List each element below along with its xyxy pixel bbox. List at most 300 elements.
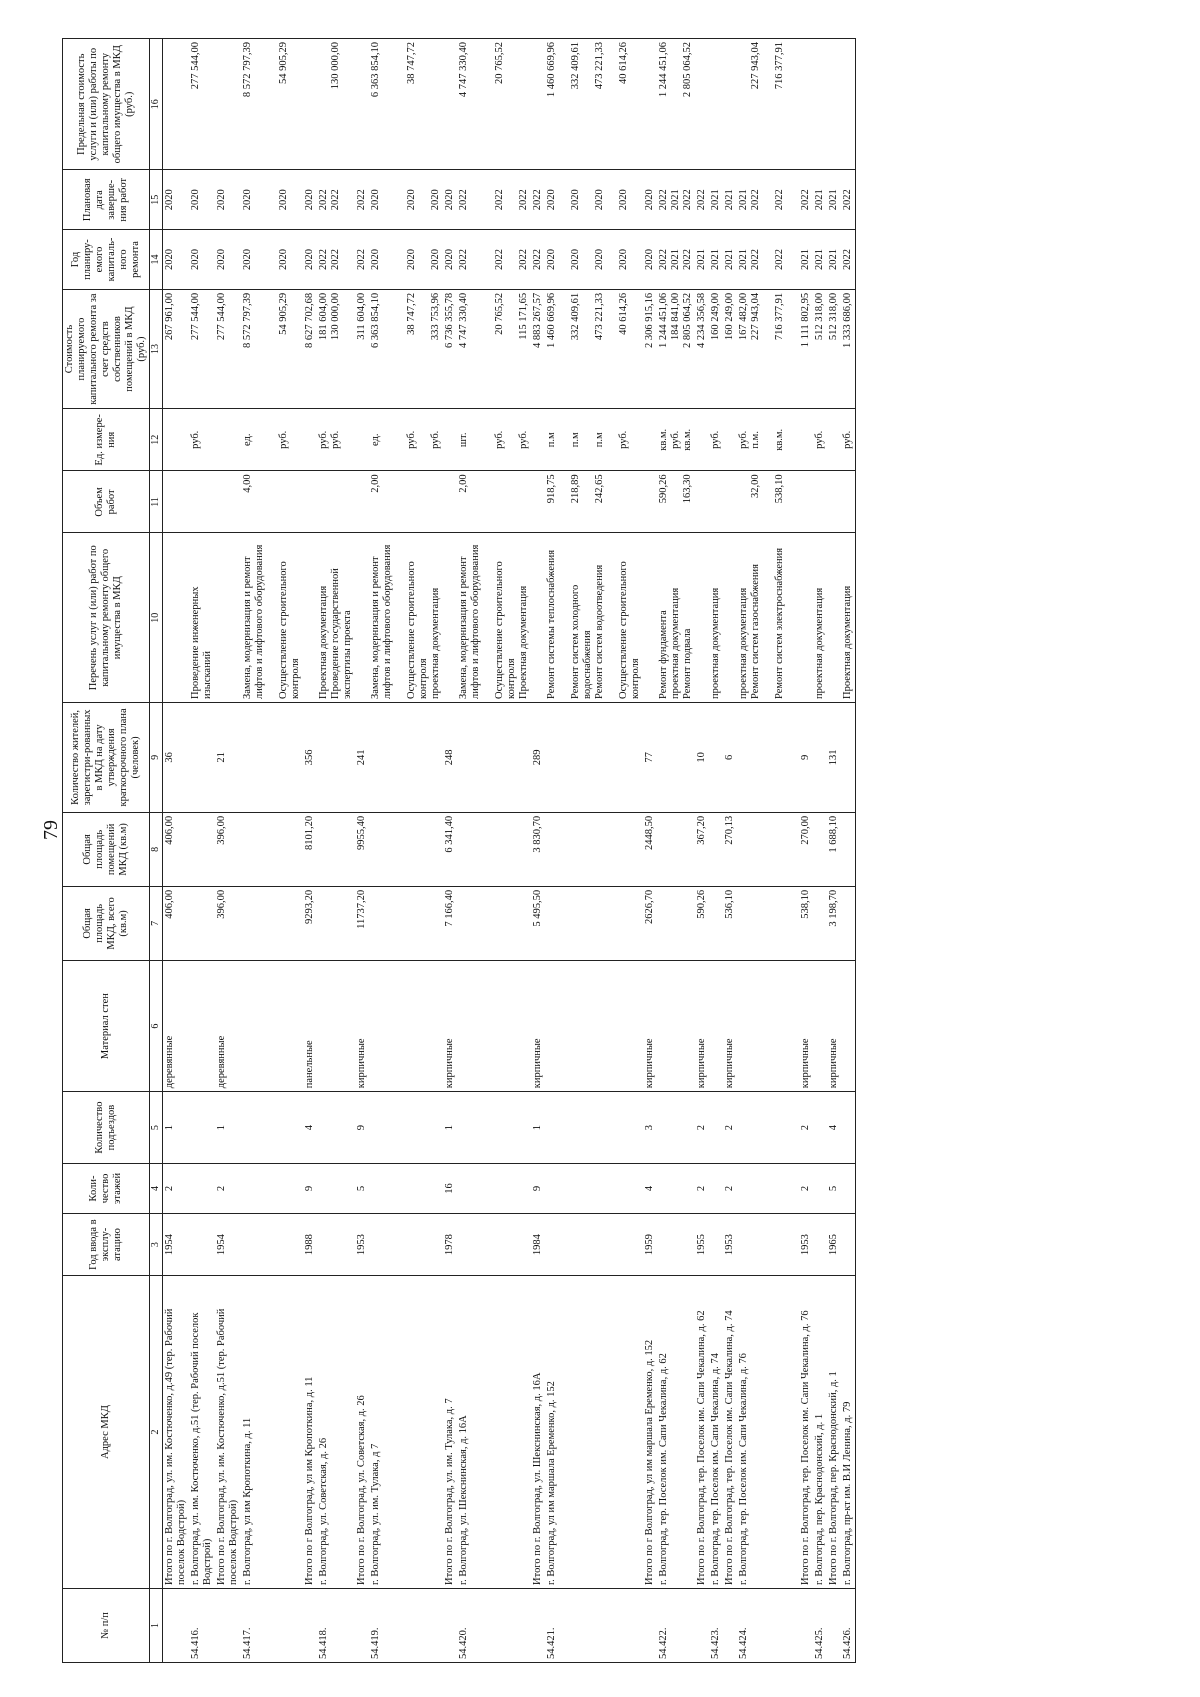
floors-cell [369, 1163, 443, 1213]
total-area-cell [657, 886, 695, 960]
table-row [545, 39, 643, 1663]
repair-year-cell [355, 230, 369, 290]
cost-cell [457, 289, 531, 408]
col-number: 3 [150, 1214, 163, 1276]
col-number: 8 [150, 812, 163, 886]
address-cell [813, 1276, 827, 1589]
completion-year-cell [303, 170, 317, 230]
address-cell-line: г. Волгоград, ул им Кропоткина, д. 11 [242, 1417, 253, 1585]
wall-material-cell: кирпичные [723, 960, 737, 1091]
cost-cell [531, 289, 545, 408]
limit-cost-cell-line [304, 42, 316, 166]
volume-cell-line: 590,26 [658, 474, 669, 504]
unit-cell [241, 409, 303, 471]
address-cell [531, 1276, 545, 1589]
works-cell-line: Осуществление строительного контроля [278, 561, 301, 699]
works-cell-line: Ремонт систем холодного водоснабжения [570, 584, 593, 699]
works-cell-line: проектная документация [738, 587, 749, 699]
repair-year-cell-line: 2021 [724, 249, 735, 270]
cost-cell [369, 289, 443, 408]
col-header: Предельная стоимость услуги и (или) работы по капитальному ремонту общего имущества в МКД (руб.) [63, 39, 150, 170]
completion-year-cell [443, 170, 457, 230]
table-row [657, 39, 695, 1663]
works-cell [241, 533, 303, 703]
address-cell [799, 1276, 813, 1589]
repair-year-cell-line: 2021 [800, 249, 811, 270]
repair-year-cell-line: 2020 [444, 249, 455, 270]
unit-cell [531, 409, 545, 471]
cost-cell-line: 1 333 686,00 [842, 292, 853, 348]
limit-cost-cell [657, 39, 695, 170]
col-number: 14 [150, 230, 163, 290]
limit-cost-cell [457, 39, 531, 170]
volume-cell-line [494, 474, 518, 529]
unit-cell-line: руб. [278, 430, 289, 449]
completion-year-cell-line: 2021 [738, 189, 749, 211]
completion-year-cell [695, 170, 709, 230]
volume-cell [355, 471, 369, 533]
address-cell-line: Итого по г Волгоград, ул им Кропоткина, д. 11 [304, 1376, 315, 1585]
year-built-cell [545, 1214, 643, 1276]
premises-area-cell: 3 830,70 [531, 812, 545, 886]
completion-year-cell-line: 2020 [164, 189, 175, 211]
completion-year-cell [841, 170, 856, 230]
unit-cell-line [532, 412, 544, 467]
repair-year-cell-line: 2020 [406, 249, 417, 270]
unit-cell [737, 409, 799, 471]
volume-cell-line [618, 474, 642, 529]
entrances-cell: 1 [443, 1092, 457, 1164]
limit-cost-cell [531, 39, 545, 170]
address-cell-line: г. Волгоград, ул. им. Костюченко, д.51 (тер. Рабочий поселок Водстрой) [190, 1312, 213, 1585]
works-cell [723, 533, 737, 703]
unit-cell-line: руб. [330, 430, 341, 449]
repair-year-cell-line: 2020 [278, 249, 289, 270]
floors-cell [709, 1163, 723, 1213]
entrances-cell [737, 1092, 799, 1164]
works-cell [545, 533, 643, 703]
limit-cost-cell-line [644, 42, 656, 166]
cost-cell-line: 227 943,04 [750, 292, 761, 341]
repair-year-cell [443, 230, 457, 290]
repair-year-cell-line: 2020 [190, 249, 201, 270]
premises-area-cell [737, 812, 799, 886]
repair-year-cell [723, 230, 737, 290]
address-cell [657, 1276, 695, 1589]
repair-year-cell [163, 230, 190, 290]
repair-year-cell-line: 2020 [164, 249, 175, 270]
cost-cell-line: 6 363 854,10 [370, 292, 381, 348]
unit-cell-line [164, 412, 176, 467]
floors-cell [317, 1163, 355, 1213]
completion-year-cell-line: 2020 [242, 189, 253, 211]
repair-year-cell [317, 230, 355, 290]
limit-cost-cell [241, 39, 303, 170]
cost-cell-line: 2 306 915,16 [644, 292, 655, 348]
volume-cell [813, 471, 827, 533]
unit-cell-line: руб. [190, 430, 201, 449]
address-cell-line: Итого по г. Волгоград, ул. им. Костюченко, д.51 (тер. Рабочий поселок Водстрой) [216, 1308, 239, 1585]
volume-cell-line: 2,00 [370, 474, 381, 493]
completion-year-cell-line: 2022 [458, 189, 469, 211]
total-area-cell [457, 886, 531, 960]
works-cell [443, 533, 457, 703]
total-area-cell: 536,10 [723, 886, 737, 960]
address-cell [737, 1276, 799, 1589]
unit-cell [827, 409, 841, 471]
entrances-cell [545, 1092, 643, 1164]
unit-cell [369, 409, 443, 471]
year-built-cell: 1978 [443, 1214, 457, 1276]
col-number: 15 [150, 170, 163, 230]
completion-year-cell [709, 170, 723, 230]
col-header: № п/п [63, 1588, 150, 1662]
address-cell [709, 1276, 723, 1589]
repair-year-cell-line: 2022 [750, 249, 761, 270]
entrances-cell [657, 1092, 695, 1164]
row-number [827, 1588, 841, 1662]
works-cell [303, 533, 317, 703]
cost-cell [827, 289, 841, 408]
row-number: 54.421. [545, 1588, 643, 1662]
col-number: 6 [150, 960, 163, 1091]
completion-year-cell-line: 2020 [430, 189, 441, 211]
total-area-cell [709, 886, 723, 960]
cost-cell-line: 8 572 797,39 [242, 292, 253, 348]
col-header: Коли-чество этажей [63, 1163, 150, 1213]
works-cell-line [532, 536, 544, 699]
wall-material-cell [317, 960, 355, 1091]
address-cell [723, 1276, 737, 1589]
cost-cell [695, 289, 709, 408]
row-number: 54.418. [317, 1588, 355, 1662]
entrances-cell: 1 [215, 1092, 241, 1164]
repair-year-cell-line: 2022 [494, 249, 505, 270]
completion-year-cell [317, 170, 355, 230]
floors-cell [737, 1163, 799, 1213]
works-cell [163, 533, 190, 703]
works-cell-line: Осуществление строительного контроля [494, 561, 517, 699]
volume-cell-line [216, 474, 228, 529]
cost-cell-line: 4 234 356,58 [696, 292, 707, 348]
completion-year-cell-line: 2022 [318, 189, 329, 211]
col-header: Количество подъездов [63, 1092, 150, 1164]
address-cell-line: Итого по г. Волгоград, тер. Поселок им. Сапи Чекалина, д. 76 [800, 1310, 811, 1585]
limit-cost-cell-line [814, 42, 826, 166]
completion-year-cell-line: 2022 [682, 189, 693, 211]
limit-cost-cell-line: 20 765,52 [494, 42, 505, 84]
completion-year-cell [545, 170, 643, 230]
completion-year-cell-line: 2022 [750, 189, 761, 211]
wall-material-cell: кирпичные [531, 960, 545, 1091]
year-built-cell: 1954 [163, 1214, 190, 1276]
col-number: 12 [150, 409, 163, 471]
floors-cell: 9 [531, 1163, 545, 1213]
entrances-cell: 4 [303, 1092, 317, 1164]
residents-cell: 9 [799, 703, 813, 813]
residents-cell [841, 703, 856, 813]
cost-cell-line: 277 544,00 [190, 292, 201, 341]
works-cell-line: проектная документация [670, 587, 681, 699]
repair-year-cell-line: 2020 [242, 249, 253, 270]
repair-year-cell-line: 2021 [670, 249, 681, 270]
entrances-cell: 3 [643, 1092, 657, 1164]
volume-cell [841, 471, 856, 533]
completion-year-cell-line: 2020 [644, 189, 655, 211]
works-cell-line: Ремонт систем водоотведения [594, 564, 605, 699]
premises-area-cell [545, 812, 643, 886]
volume-cell-line: 218,89 [570, 474, 581, 504]
works-cell [799, 533, 813, 703]
limit-cost-cell [545, 39, 643, 170]
row-number [355, 1588, 369, 1662]
limit-cost-cell-line: 227 943,04 [750, 42, 761, 90]
unit-cell-line: кв.м. [774, 428, 785, 451]
limit-cost-cell [695, 39, 709, 170]
completion-year-cell [355, 170, 369, 230]
floors-cell: 4 [643, 1163, 657, 1213]
total-area-cell: 11737,20 [355, 886, 369, 960]
works-cell [827, 533, 841, 703]
cost-cell-line: 115 171,65 [518, 292, 529, 340]
year-built-cell [241, 1214, 303, 1276]
volume-cell [827, 471, 841, 533]
volume-cell-line: 163,30 [682, 474, 693, 504]
wall-material-cell: кирпичные [355, 960, 369, 1091]
premises-area-cell [709, 812, 723, 886]
total-area-cell: 3 198,70 [827, 886, 841, 960]
volume-cell [303, 471, 317, 533]
address-cell-line: Итого по г. Волгоград, ул. им. Тулака, д. 7 [444, 1398, 455, 1585]
rotated-table-container [62, 38, 856, 1663]
unit-cell-line [444, 412, 456, 467]
repair-year-cell [457, 230, 531, 290]
address-cell [355, 1276, 369, 1589]
year-built-cell [841, 1214, 856, 1276]
column-number-row [150, 39, 163, 1663]
repair-year-cell-line: 2021 [696, 249, 707, 270]
volume-cell-line [304, 474, 316, 529]
col-header: Объем работ [63, 471, 150, 533]
volume-cell-line [696, 474, 708, 529]
year-built-cell: 1959 [643, 1214, 657, 1276]
completion-year-cell [241, 170, 303, 230]
row-number: 54.426. [841, 1588, 856, 1662]
table-row [813, 39, 827, 1663]
premises-area-cell: 1 688,10 [827, 812, 841, 886]
repair-year-cell-line: 2020 [370, 249, 381, 270]
address-cell-line: г. Волгоград, тер. Поселок им. Сапи Чекалина, д. 74 [710, 1353, 721, 1585]
completion-year-cell-line: 2020 [570, 189, 581, 211]
residents-cell: 36 [163, 703, 190, 813]
unit-cell [303, 409, 317, 471]
limit-cost-cell [355, 39, 369, 170]
address-cell-line: Итого по г. Волгоград, тер. Поселок им. Сапи Чекалина, д. 74 [724, 1310, 735, 1585]
works-cell [457, 533, 531, 703]
unit-cell-line: руб. [318, 430, 329, 449]
cost-cell [709, 289, 723, 408]
address-cell-line: г. Волгоград, тер. Поселок им. Сапи Чекалина, д. 62 [658, 1353, 669, 1585]
works-cell [215, 533, 241, 703]
unit-cell-line [828, 412, 840, 467]
volume-cell-line [430, 474, 442, 529]
floors-cell: 16 [443, 1163, 457, 1213]
works-cell-line: Проведение инженерных изысканий [190, 586, 213, 699]
wall-material-cell [813, 960, 827, 1091]
unit-cell-line: руб. [406, 430, 417, 449]
table-row [841, 39, 856, 1663]
cost-cell-line: 277 544,00 [216, 292, 227, 341]
limit-cost-cell [369, 39, 443, 170]
volume-cell [163, 471, 190, 533]
repair-year-cell [531, 230, 545, 290]
works-cell-line [444, 536, 456, 699]
completion-year-cell-line: 2021 [710, 189, 721, 211]
year-built-cell: 1953 [723, 1214, 737, 1276]
limit-cost-cell-line: 277 544,00 [190, 42, 201, 90]
col-header: Стоимость планируемого капитального ремонта за счет средств собственников помещений в МКД (руб.) [63, 289, 150, 408]
row-number [443, 1588, 457, 1662]
repair-year-cell-line: 2022 [532, 249, 543, 270]
repair-year-cell-line: 2020 [216, 249, 227, 270]
unit-cell-line: п.м [546, 432, 557, 448]
limit-cost-cell [303, 39, 317, 170]
repair-year-cell-line: 2021 [814, 249, 825, 270]
floors-cell: 2 [215, 1163, 241, 1213]
repair-year-cell-line: 2022 [658, 249, 669, 270]
address-cell-line: Итого по г. Волгоград, ул. им. Костюченко, д.49 (тер. Рабочий поселок Водстрой) [164, 1308, 187, 1585]
unit-cell-line: кв.м. [658, 428, 669, 451]
year-built-cell: 1988 [303, 1214, 317, 1276]
works-cell [657, 533, 695, 703]
wall-material-cell: кирпичные [695, 960, 709, 1091]
cost-cell-line: 160 249,00 [724, 292, 735, 341]
cost-cell [545, 289, 643, 408]
year-built-cell [317, 1214, 355, 1276]
volume-cell-line [444, 474, 456, 529]
residents-cell: 6 [723, 703, 737, 813]
cost-cell [799, 289, 813, 408]
entrances-cell [841, 1092, 856, 1164]
volume-cell-line [532, 474, 544, 529]
unit-cell [813, 409, 827, 471]
floors-cell [189, 1163, 215, 1213]
works-cell-line: Замена, модернизация и ремонт лифтов и лифтового оборудования [370, 544, 393, 699]
col-number: 5 [150, 1092, 163, 1164]
completion-year-cell [657, 170, 695, 230]
limit-cost-cell-line [828, 42, 840, 166]
cost-cell-line: 181 604,00 [318, 292, 329, 341]
address-cell-line: г. Волгоград, тер. Поселок им. Сапи Чекалина, д. 76 [738, 1353, 749, 1585]
table-total-row [643, 39, 657, 1663]
total-area-cell: 2626,70 [643, 886, 657, 960]
repair-year-cell [215, 230, 241, 290]
row-number: 54.424. [737, 1588, 799, 1662]
col-header: Общая площадь МКД, всего (кв.м) [63, 886, 150, 960]
unit-cell [443, 409, 457, 471]
volume-cell-line [406, 474, 430, 529]
completion-year-cell-line: 2021 [814, 189, 825, 211]
unit-cell-line: ед. [242, 433, 253, 447]
table-total-row [531, 39, 545, 1663]
year-built-cell: 1953 [355, 1214, 369, 1276]
completion-year-cell-line: 2022 [658, 189, 669, 211]
wall-material-cell: кирпичные [827, 960, 841, 1091]
table-total-row [799, 39, 813, 1663]
limit-cost-cell [841, 39, 856, 170]
repair-year-cell [737, 230, 799, 290]
repair-year-cell [369, 230, 443, 290]
address-cell [695, 1276, 709, 1589]
works-cell-line [828, 536, 840, 699]
wall-material-cell [545, 960, 643, 1091]
cost-cell-line: 473 221,33 [594, 292, 605, 341]
cost-cell [355, 289, 369, 408]
limit-cost-cell [709, 39, 723, 170]
unit-cell [657, 409, 695, 471]
completion-year-cell [799, 170, 813, 230]
works-cell [189, 533, 215, 703]
year-built-cell: 1984 [531, 1214, 545, 1276]
volume-cell [189, 471, 215, 533]
premises-area-cell [813, 812, 827, 886]
cost-cell-line: 1 244 451,06 [658, 292, 669, 348]
row-number: 54.419. [369, 1588, 443, 1662]
entrances-cell [457, 1092, 531, 1164]
limit-cost-cell [813, 39, 827, 170]
volume-cell [215, 471, 241, 533]
residents-cell [813, 703, 827, 813]
residents-cell [189, 703, 215, 813]
cost-cell-line: 332 409,61 [570, 292, 581, 341]
table-total-row [443, 39, 457, 1663]
volume-cell-line: 4,00 [242, 474, 253, 493]
address-cell-line: Итого по г. Волгоград, ул. Шекснинская, д. 16А [532, 1372, 543, 1585]
address-cell [163, 1276, 190, 1589]
works-cell-line [696, 536, 708, 699]
unit-cell [189, 409, 215, 471]
premises-area-cell: 367,20 [695, 812, 709, 886]
cost-cell-line: 333 753,96 [430, 292, 441, 341]
completion-year-cell [215, 170, 241, 230]
cost-cell-line: 167 482,00 [738, 292, 749, 341]
address-cell [827, 1276, 841, 1589]
col-number: 1 [150, 1588, 163, 1662]
entrances-cell: 1 [531, 1092, 545, 1164]
repair-year-cell [695, 230, 709, 290]
address-cell [215, 1276, 241, 1589]
volume-cell-line [800, 474, 812, 529]
works-cell-line [644, 536, 656, 699]
works-cell-line: Проектная документация [518, 585, 529, 699]
limit-cost-cell-line [738, 42, 750, 166]
residents-cell: 241 [355, 703, 369, 813]
cost-cell-line: 20 765,52 [494, 292, 505, 335]
floors-cell [545, 1163, 643, 1213]
table-body [163, 39, 856, 1663]
completion-year-cell [531, 170, 545, 230]
wall-material-cell: кирпичные [799, 960, 813, 1091]
unit-cell-line: руб. [670, 430, 681, 449]
table-total-row [355, 39, 369, 1663]
year-built-cell [657, 1214, 695, 1276]
residents-cell [709, 703, 723, 813]
address-cell-line: Итого по г. Волгоград, ул. Советская, д. 26 [356, 1395, 367, 1585]
completion-year-cell-line: 2020 [278, 189, 289, 211]
works-cell-line [356, 536, 368, 699]
repair-year-cell-line: 2020 [430, 249, 441, 270]
limit-cost-cell-line: 1 244 451,06 [658, 42, 669, 98]
